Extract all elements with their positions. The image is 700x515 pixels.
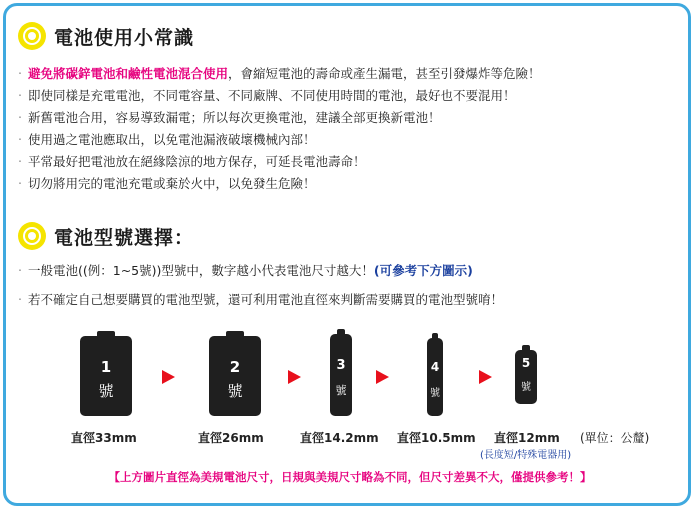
tip-line: ‧ 避免將碳鋅電池和鹼性電池混合使用，會縮短電池的壽命或產生漏電，甚至引發爆炸等危險！ [18,66,541,81]
section-heading-battery-tips [18,22,194,50]
battery-size-1: 1 號 [80,336,132,416]
section-title: 電池型號選擇： [54,226,195,249]
arrow-right-icon [288,370,301,384]
diameter-label-1: 直徑33mm [71,431,137,445]
target-bullet-icon [18,222,46,250]
diameter-label-3: 直徑14.2mm [300,431,379,445]
section-heading-battery-models [18,222,194,250]
tip-line: ‧ 即使同樣是充電電池，不同電容量、不同廠牌、不同使用時間的電池，最好也不要混用！ [18,88,516,103]
battery-size-diagram [0,330,700,420]
diameter-label-5: 直徑12mm [494,431,560,445]
battery5-note: (長度短/特殊電器用) [480,450,572,461]
arrow-right-icon [162,370,175,384]
battery-size-2: 2 號 [209,336,261,416]
arrow-right-icon [479,370,492,384]
target-bullet-icon [18,22,46,50]
diameter-label-2: 直徑26mm [198,431,264,445]
battery-model-notes [18,260,503,311]
diameter-label-4: 直徑10.5mm [397,431,476,445]
section-title: 電池使用小常識 [54,26,195,49]
battery-size-3: 3 號 [330,334,352,416]
tip-line: ‧ 新舊電池合用，容易導致漏電；所以每次更換電池，建議全部更換新電池！ [18,110,441,125]
tip-line: ‧ 切勿將用完的電池充電或棄於火中，以免發生危險！ [18,176,316,191]
model-note-line: ‧ 一般電池((例：1~5號))型號中，數字越小代表電池尺寸越大！(可參考下方圖示) [18,263,473,278]
unit-note: (單位：公釐) [580,431,650,445]
arrow-right-icon [376,370,389,384]
footer-note: 【上方圖片直徑為美規電池尺寸，日規與美規尺寸略為不同，但尺寸差異不大，僅提供參考！】 [108,470,592,484]
battery-size-4: 4 號 [427,338,443,416]
battery-size-5: 5 號 [515,350,537,404]
battery-tips-list [18,63,541,195]
model-note-line: ‧ 若不確定自己想要購買的電池型號，還可利用電池直徑來判斷需要購買的電池型號唷！ [18,292,503,307]
tip-line: ‧ 平常最好把電池放在絕緣陰涼的地方保存，可延長電池壽命！ [18,154,366,169]
tip-line: ‧ 使用過之電池應取出，以免電池漏液破壞機械內部！ [18,132,316,147]
